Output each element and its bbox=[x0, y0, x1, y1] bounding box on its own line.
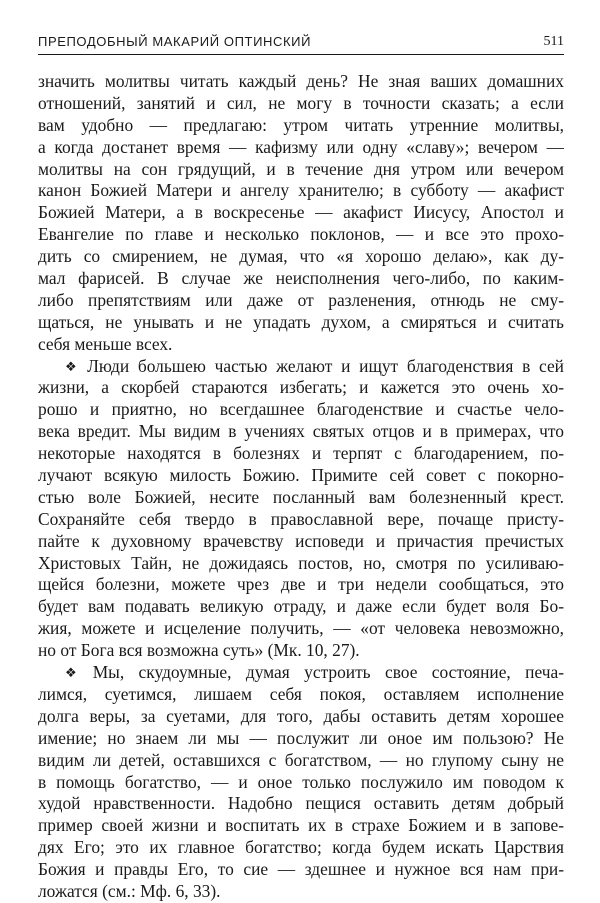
text-line bbox=[38, 180, 564, 202]
line-text: пайте к духовному врачевству исповеди и причастия пречистых bbox=[38, 530, 564, 551]
text-line bbox=[38, 618, 564, 640]
line-text: долга веры, за суетами, для того, дабы оставить детям хорошее bbox=[38, 705, 564, 726]
text-line bbox=[38, 224, 564, 246]
line-text: либо препятствиям или даже от разленения, отнюдь не сму- bbox=[38, 289, 564, 310]
page-header bbox=[38, 28, 564, 55]
text-line bbox=[38, 93, 564, 115]
line-text: Евангелие по главе и несколько поклонов, — и все это прохо- bbox=[38, 224, 564, 245]
text-line bbox=[38, 399, 564, 421]
line-text: значить молитвы читать каждый день? Не зная ваших домашних bbox=[38, 71, 564, 91]
running-title: ПРЕПОДОБНЫЙ МАКАРИЙ ОПТИНСКИЙ bbox=[38, 34, 312, 49]
text-line bbox=[38, 159, 564, 181]
text-line bbox=[38, 312, 564, 334]
text-line bbox=[38, 465, 564, 487]
text-line bbox=[38, 202, 564, 224]
text-line bbox=[38, 574, 564, 596]
text-line bbox=[38, 137, 564, 159]
text-line bbox=[38, 246, 564, 268]
line-text: жия, можете и исцеление получить, — «от человека невозможно, bbox=[38, 618, 564, 639]
line-text: будет вам подавать великую отраду, и даже если будет воля Бо- bbox=[38, 596, 564, 617]
line-text: некоторые находятся в болезнях и терпят с благодарением, по- bbox=[38, 443, 564, 464]
line-text: ложатся (см.: Мф. 6, 33). bbox=[38, 880, 221, 901]
text-line bbox=[38, 793, 564, 815]
diamond-bullet-icon: ❖ bbox=[65, 666, 87, 682]
text-line bbox=[38, 706, 564, 728]
line-text: стью воле Божией, несите посланный вам болезненный крест. bbox=[38, 486, 564, 507]
line-text: канон Божией Матери и ангелу хранителю; в субботу — акафист bbox=[38, 180, 564, 201]
line-text: щейся болезни, можете чрез две и три недели сообщаться, это bbox=[38, 574, 564, 595]
line-text: Христовых Тайн, не дожидаясь постов, но, смотря по усиливаю- bbox=[38, 552, 564, 573]
paragraph bbox=[38, 662, 564, 903]
text-line bbox=[38, 772, 564, 794]
line-text: дях Его; это их главное богатство; когда будем искать Царствия bbox=[38, 837, 564, 858]
line-text: Мы, скудоумные, думая устроить свое состояние, печа- bbox=[92, 662, 564, 683]
text-line bbox=[38, 421, 564, 443]
text-line bbox=[38, 531, 564, 553]
line-text: жизни, а скорбей стараются избегать; и кажется это очень хо- bbox=[38, 377, 564, 398]
line-text: Люди большею частью желают и ищут благоденствия в сей bbox=[87, 355, 564, 376]
text-line bbox=[38, 684, 564, 706]
line-text: лучают всякую милость Божию. Примите сей совет с покорно- bbox=[38, 465, 564, 486]
line-text: себя меньше всех. bbox=[38, 333, 173, 354]
line-text: имение; но знаем ли мы — послужит ли оное им пользою? Не bbox=[38, 727, 564, 748]
line-text: видим ли детей, оставшихся с богатством, — но глупому сыну не bbox=[38, 749, 564, 770]
line-text: Божия и правды Его, то сие — здешнее и нужное вся нам при- bbox=[38, 859, 564, 880]
text-line bbox=[38, 290, 564, 312]
text-line bbox=[38, 487, 564, 509]
line-text: в помощь богатство, — и оное только послужило им поводом к bbox=[38, 771, 564, 792]
page-number: 511 bbox=[543, 34, 564, 49]
text-line bbox=[38, 553, 564, 575]
text-line bbox=[38, 443, 564, 465]
text-line bbox=[38, 509, 564, 531]
paragraph bbox=[38, 356, 564, 662]
line-text: мал фарисей. В случае же неисполнения чего-либо, по каким- bbox=[38, 268, 564, 289]
line-text: вам удобно — предлагаю: утром читать утренние молитвы, bbox=[38, 114, 564, 135]
diamond-bullet-icon: ❖ bbox=[65, 359, 82, 375]
text-line bbox=[38, 859, 564, 881]
line-text: пример своей жизни и воспитать их в страхе Божием и в запове- bbox=[38, 815, 564, 836]
line-text: худой нравственности. Надобно пещися оставить детям добрый bbox=[38, 793, 564, 814]
text-line bbox=[38, 640, 564, 662]
text-line bbox=[38, 356, 564, 378]
text-line bbox=[38, 662, 564, 684]
text-line bbox=[38, 377, 564, 399]
body-text bbox=[38, 71, 564, 903]
text-line bbox=[38, 268, 564, 290]
line-text: но от Бога вся возможна суть» (Мк. 10, 27). bbox=[38, 640, 360, 661]
line-text: века вредит. Мы видим в учениях святых отцов и в примерах, что bbox=[38, 421, 564, 442]
line-text: молитвы на сон грядущий, и в течение дня утром или вечером bbox=[38, 158, 564, 179]
line-text: а когда достанет время — кафизму или одну «славу»; вечером — bbox=[38, 136, 564, 157]
line-text: дить со смирением, не думая, что «я хорошо делаю», как ду- bbox=[38, 246, 564, 267]
paragraph bbox=[38, 71, 564, 356]
text-line bbox=[38, 71, 564, 93]
text-line bbox=[38, 728, 564, 750]
line-text: щаться, не унывать и не упадать духом, а смиряться и считать bbox=[38, 311, 564, 332]
text-line bbox=[38, 115, 564, 137]
text-line bbox=[38, 837, 564, 859]
text-line bbox=[38, 815, 564, 837]
line-text: лимся, суетимся, лишаем себя покоя, оставляем исполнение bbox=[38, 683, 564, 704]
book-page bbox=[38, 28, 564, 901]
text-line bbox=[38, 596, 564, 618]
line-text: рошо и приятно, но всегдашнее благоденствие и счастье чело- bbox=[38, 399, 564, 420]
text-line bbox=[38, 334, 564, 356]
text-line bbox=[38, 750, 564, 772]
line-text: отношений, занятий и сил, не могу в точности сказать; а если bbox=[38, 92, 564, 113]
line-text: Божией Матери, а в воскресенье — акафист Иисусу, Апостол и bbox=[38, 202, 564, 223]
line-text: Сохраняйте себя твердо в православной вере, почаще присту- bbox=[38, 508, 564, 529]
